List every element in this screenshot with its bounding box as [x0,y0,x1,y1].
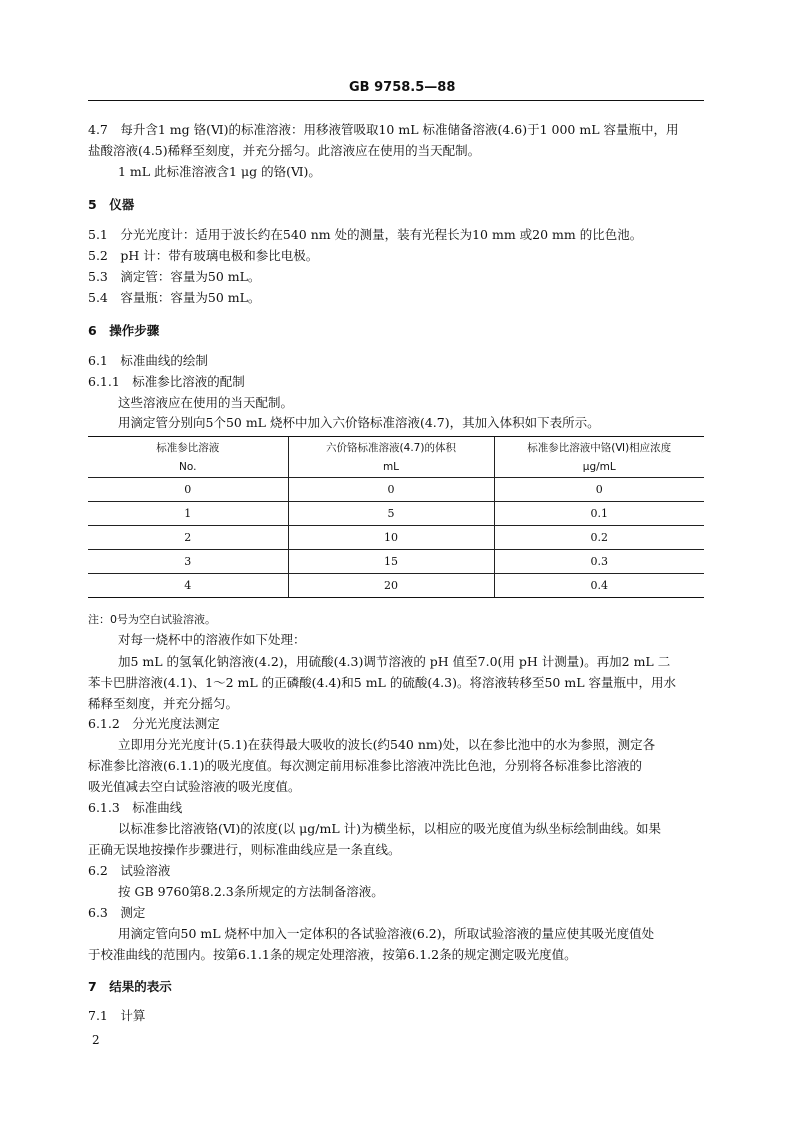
table-header-cell: 标准参比溶液 [88,437,288,458]
clause-5-3: 5.3 滴定管：容量为50 mL。 [88,269,261,284]
paragraph: 用滴定管向50 mL 烧杯中加入一定体积的各试验溶液(6.2)，所取试验溶液的量应使其吸光度值处 [118,926,655,941]
clause-6-1-2: 6.1.2 分光光度法测定 [88,716,220,731]
section-5-heading: 5 仪器 [88,197,135,212]
paragraph: 以标准参比溶液铬(Ⅵ)的浓度(以 μg/mL 计)为横坐标，以相应的吸光度值为纵坐标绘制曲线。如果 [118,821,662,836]
table-row [88,526,704,550]
table-cell: 0.4 [494,574,704,598]
table-header-cell: 标准参比溶液中铬(Ⅵ)相应浓度 [494,437,704,458]
table-row [88,478,704,502]
paragraph: 于校准曲线的范围内。按第6.1.1条的规定处理溶液，按第6.1.2条的规定测定吸光度值。 [88,947,577,962]
paragraph: 正确无误地按操作步骤进行，则标准曲线应是一条直线。 [88,842,401,857]
section-6-heading: 6 操作步骤 [88,323,160,338]
table-row [88,550,704,574]
clause-5-2: 5.2 pH 计：带有玻璃电极和参比电极。 [88,248,319,263]
clause-6-3: 6.3 测定 [88,905,146,920]
table-cell: 10 [288,526,494,550]
paragraph: 稀释至刻度，并充分摇匀。 [88,696,239,711]
paragraph: 这些溶液应在使用的当天配制。 [118,395,294,410]
table-cell: 0.3 [494,550,704,574]
page-number: 2 [92,1033,100,1047]
table-note: 注：0号为空白试验溶液。 [88,613,216,626]
table-cell: 0 [494,478,704,502]
table-cell: 0 [288,478,494,502]
paragraph: 吸光值减去空白试验溶液的吸光度值。 [88,779,301,794]
paragraph: 苯卡巴肼溶液(4.1)、1～2 mL 的正磷酸(4.4)和5 mL 的硫酸(4.3)。将溶液转移至50 mL 容量瓶中，用水 [88,675,676,690]
table-row [88,502,704,526]
table-header-cell: μg/mL [494,457,704,478]
clause-4-7-line2: 盐酸溶液(4.5)稀释至刻度，并充分摇匀。此溶液应在使用的当天配制。 [88,143,481,158]
table-cell: 15 [288,550,494,574]
clause-6-1-1: 6.1.1 标准参比溶液的配制 [88,374,245,389]
clause-5-1: 5.1 分光光度计：适用于波长约在540 nm 处的测量，装有光程长为10 mm 或20 mm 的比色池。 [88,227,643,242]
paragraph: 加5 mL 的氢氧化钠溶液(4.2)，用硫酸(4.3)调节溶液的 pH 值至7.0(用 pH 计测量)。再加2 mL 二 [118,654,671,669]
table-cell: 4 [88,574,288,598]
table-cell: 5 [288,502,494,526]
clause-6-2: 6.2 试验溶液 [88,863,171,878]
table-header-cell: mL [288,457,494,478]
standard-solution-table [88,436,704,598]
table-cell: 0.2 [494,526,704,550]
header-rule [88,100,704,101]
clause-5-4: 5.4 容量瓶：容量为50 mL。 [88,290,261,305]
table-cell: 2 [88,526,288,550]
table-cell: 0 [88,478,288,502]
table-cell: 3 [88,550,288,574]
table-cell: 1 [88,502,288,526]
clause-4-7-line1: 4.7 每升含1 mg 铬(Ⅵ)的标准溶液：用移液管吸取10 mL 标准储备溶液(4.6)于1 000 mL 容量瓶中，用 [88,122,679,137]
paragraph: 用滴定管分别向5个50 mL 烧杯中加入六价铬标准溶液(4.7)，其加入体积如下表所示。 [118,415,600,430]
standard-number: GB 9758.5—88 [349,80,456,95]
paragraph: 标准参比溶液(6.1.1)的吸光度值。每次测定前用标准参比溶液冲洗比色池，分别将各标准参比溶液的 [88,758,643,773]
paragraph: 对每一烧杯中的溶液作如下处理： [118,632,306,647]
paragraph: 按 GB 9760第8.2.3条所规定的方法制备溶液。 [118,884,384,899]
table-cell: 20 [288,574,494,598]
paragraph: 立即用分光光度计(5.1)在获得最大吸收的波长(约540 nm)处，以在参比池中的水为参照，测定各 [118,737,656,752]
section-7-heading: 7 结果的表示 [88,979,172,994]
table-cell: 0.1 [494,502,704,526]
clause-6-1-3: 6.1.3 标准曲线 [88,800,183,815]
clause-4-7-line3: 1 mL 此标准溶液含1 μg 的铬(Ⅵ)。 [118,164,321,179]
table-header-cell: No. [88,457,288,478]
table-header-cell: 六价铬标准溶液(4.7)的体积 [288,437,494,458]
clause-7-1: 7.1 计算 [88,1008,146,1023]
table-row [88,574,704,598]
clause-6-1: 6.1 标准曲线的绘制 [88,353,208,368]
